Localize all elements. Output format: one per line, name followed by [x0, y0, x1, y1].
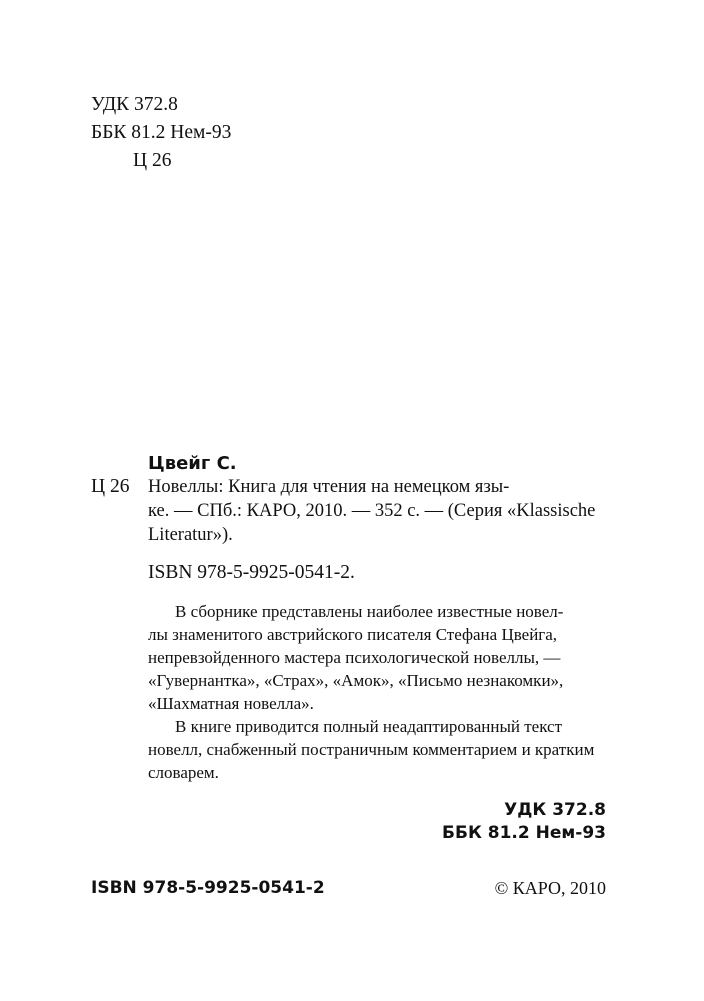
bib-description-line-2: ке. — СПб.: КАРО, 2010. — 352 с. — (Серия «Klassische	[148, 501, 596, 521]
footer-isbn: ISBN 978-5-9925-0541-2	[91, 878, 325, 898]
annotation-line: «Шахматная новелла».	[148, 694, 314, 713]
annotation-line: непревзойденного мастера психологической новеллы, —	[148, 648, 561, 667]
bib-description-line-3: Literatur»).	[148, 525, 233, 545]
annotation-line: В книге приводится полный неадаптированный текст	[175, 717, 563, 736]
annotation-line: лы знаменитого австрийского писателя Стефана Цвейга,	[148, 625, 558, 644]
annotation-line: новелл, снабженный постраничным комментарием и кратким	[148, 740, 595, 759]
author-mark-bib: Ц 26	[91, 476, 130, 497]
bib-description-line-1: Новеллы: Книга для чтения на немецком язы-	[148, 477, 510, 497]
copyright-notice: © КАРО, 2010	[494, 878, 606, 898]
author-name: Цвейг С.	[148, 453, 237, 474]
udk-code-top: УДК 372.8	[91, 94, 178, 115]
annotation-line: В сборнике представлены наиболее известные новел-	[175, 602, 564, 621]
annotation-line: «Гувернантка», «Страх», «Амок», «Письмо незнакомки»,	[148, 671, 564, 690]
bbk-code-top: ББК 81.2 Нем-93	[91, 122, 232, 143]
bbk-code-bottom: ББК 81.2 Нем-93	[442, 823, 606, 843]
bib-isbn: ISBN 978-5-9925-0541-2.	[148, 562, 355, 583]
author-mark-top: Ц 26	[133, 150, 172, 171]
udk-code-bottom: УДК 372.8	[504, 800, 606, 820]
annotation-line: словарем.	[148, 763, 219, 782]
